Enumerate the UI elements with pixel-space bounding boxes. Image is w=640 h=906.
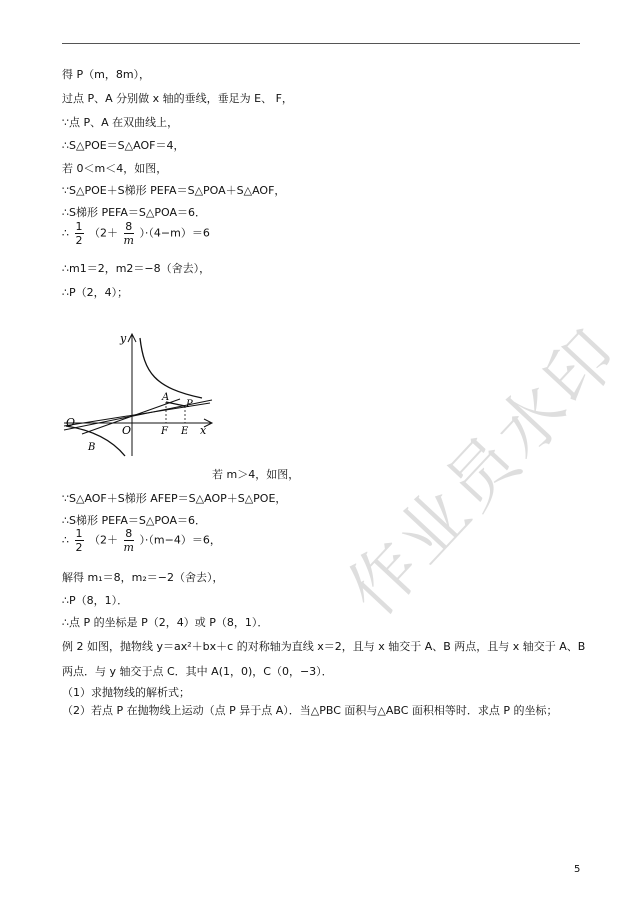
line-17: ∴点 P 的坐标是 P（2，4）或 P（8，1）． xyxy=(62,616,269,629)
fraction-denominator: 2 xyxy=(75,234,83,247)
fraction-numerator: 8 xyxy=(125,220,133,233)
line-19: 两点．与 y 轴交于点 C．其中 A(1，0)，C（0，−3）． xyxy=(62,665,333,678)
header-rule xyxy=(62,43,580,44)
therefore-symbol: ∴ xyxy=(62,533,69,547)
line-2: 过点 P、A 分别做 x 轴的垂线，垂足为 E、 F， xyxy=(62,92,293,105)
line-15: 解得 m₁＝8，m₂＝−2（舍去）， xyxy=(62,571,224,584)
fraction-denominator: 2 xyxy=(75,541,83,554)
fraction-numerator: 8 xyxy=(125,527,133,540)
fraction-denominator: m xyxy=(123,234,134,247)
equation-part: （2＋ xyxy=(89,226,118,240)
y-axis-label: y xyxy=(120,332,127,345)
fraction-half xyxy=(75,220,84,247)
watermark: 作业员水印 xyxy=(332,314,637,632)
label-F: F xyxy=(161,426,168,437)
label-A: A xyxy=(162,392,170,403)
fraction-eight-over-m xyxy=(124,527,134,554)
equation-part: （2＋ xyxy=(89,533,118,547)
line-9: ∴m1＝2，m2＝−8（舍去）， xyxy=(62,262,211,275)
fraction-half xyxy=(75,527,84,554)
line-6: ∵S△POE＋S梯形 PEFA＝S△POA＋S△AOF， xyxy=(62,184,286,197)
line-11: 若 m＞4，如图， xyxy=(212,468,300,481)
line-8-equation xyxy=(62,220,210,247)
label-O-left: O xyxy=(66,416,76,429)
line-21: （2）若点 P 在抛物线上运动（点 P 异于点 A）．当△PBC 面积与△ABC 面积相等时．求点 P 的坐标； xyxy=(62,704,558,717)
label-B: B xyxy=(88,442,96,453)
label-O-origin: O xyxy=(122,424,132,437)
line-12: ∵S△AOF＋S梯形 AFEP＝S△AOP＋S△POE， xyxy=(62,492,287,505)
line-20: （1）求抛物线的解析式； xyxy=(62,686,190,699)
line-1: 得 P（m，8m）， xyxy=(62,68,151,81)
x-axis-label: x xyxy=(200,424,207,437)
line-4: ∴S△POE＝S△AOF＝4， xyxy=(62,139,185,152)
fraction-denominator: m xyxy=(123,541,134,554)
fraction-numerator: 1 xyxy=(75,220,83,233)
line-18: 例 2 如图，抛物线 y＝ax²＋bx＋c 的对称轴为直线 x＝2，且与 x 轴交于 A、B 两点，且与 x 轴交于 A、B xyxy=(62,640,586,653)
page-number: 5 xyxy=(574,864,581,875)
line-16: ∴P（8，1）． xyxy=(62,594,129,607)
line-13: ∴S梯形 PEFA＝S△POA＝6． xyxy=(62,514,206,527)
line-10: ∴P（2，4）； xyxy=(62,286,129,299)
hyperbola-branch-lower xyxy=(66,426,125,456)
line-3: ∵点 P、A 在双曲线上， xyxy=(62,116,179,129)
hyperbola-figure xyxy=(62,330,222,458)
fraction-eight-over-m xyxy=(124,220,134,247)
label-P: P xyxy=(186,399,193,410)
equation-part: ）·（4−m）＝6 xyxy=(139,226,210,240)
fraction-numerator: 1 xyxy=(75,527,83,540)
line-14-equation xyxy=(62,527,221,554)
therefore-symbol: ∴ xyxy=(62,226,69,240)
line-5: 若 0＜m＜4，如图， xyxy=(62,162,168,175)
hyperbola-branch-upper xyxy=(140,338,202,398)
label-E: E xyxy=(181,426,189,437)
line-7: ∴S梯形 PEFA＝S△POA＝6． xyxy=(62,206,206,219)
equation-part: ）·（m−4）＝6， xyxy=(139,533,221,547)
